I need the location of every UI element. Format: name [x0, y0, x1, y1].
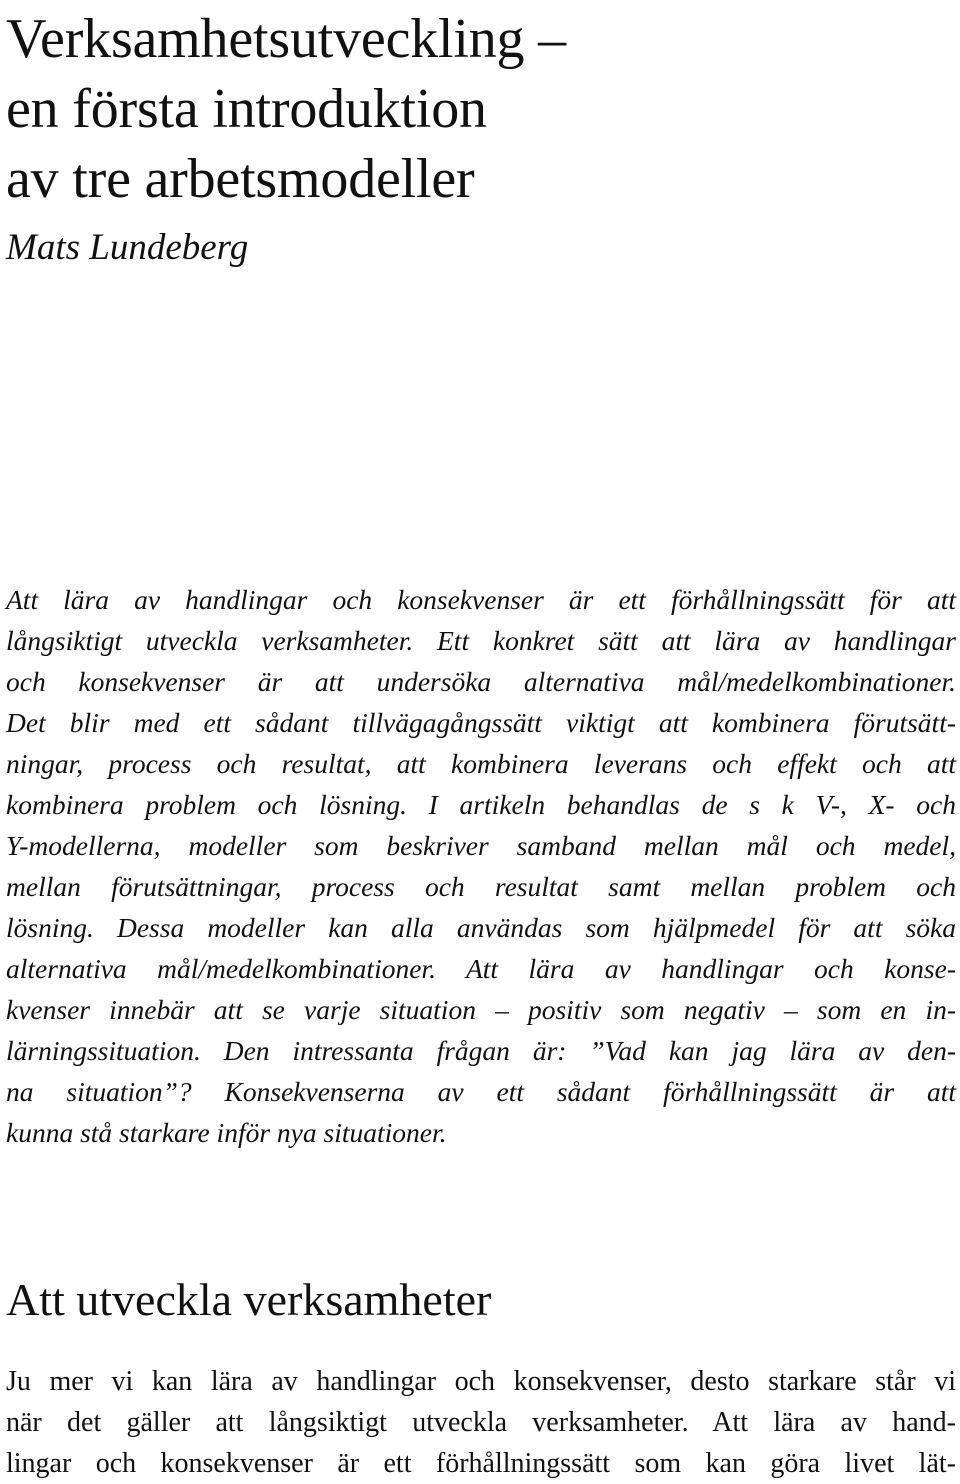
body-line: när det gäller att långsiktigt utveckla verksamheter. Att lära av hand- — [6, 1407, 956, 1438]
abstract-line: lärningssituation. Den intressanta frågan är: ”Vad kan jag lära av den- — [6, 1035, 956, 1066]
abstract-line: kvenser innebär att se varje situation – positiv som negativ – som en in- — [6, 994, 956, 1025]
abstract-line: Att lära av handlingar och konsekvenser är ett förhållningssätt för att — [6, 584, 956, 615]
abstract-line: Y-modellerna, modeller som beskriver samband mellan mål och medel, — [6, 830, 956, 861]
document-title — [6, 4, 956, 214]
abstract-line: na situation”? Konsekvenserna av ett sådant förhållningssätt är att — [6, 1076, 956, 1107]
abstract-line: ningar, process och resultat, att kombinera leverans och effekt och att — [6, 748, 956, 779]
abstract-line: kombinera problem och lösning. I artikeln behandlas de s k V-, X- och — [6, 789, 956, 820]
title-line: av tre arbetsmodeller — [6, 148, 475, 210]
abstract-line: kunna stå starkare inför nya situationer. — [6, 1117, 447, 1148]
abstract-line: lösning. Dessa modeller kan alla användas som hjälpmedel för att söka — [6, 912, 956, 943]
title-line: Verksamhetsutveckling – — [6, 8, 566, 70]
abstract-line: långsiktigt utveckla verksamheter. Ett konkret sätt att lära av handlingar — [6, 625, 956, 656]
abstract-line: och konsekvenser är att undersöka alternativa mål/medelkombinationer. — [6, 666, 956, 697]
abstract-line: mellan förutsättningar, process och resultat samt mellan problem och — [6, 871, 956, 902]
section-body — [6, 1361, 956, 1484]
author-name: Mats Lundeberg — [6, 227, 249, 268]
abstract-line: Det blir med ett sådant tillvägagångssätt viktigt att kombinera förutsätt- — [6, 707, 956, 738]
title-line: en första introduktion — [6, 78, 487, 140]
body-line: lingar och konsekvenser är ett förhållningssätt som kan göra livet lät- — [6, 1448, 956, 1479]
body-line: Ju mer vi kan lära av handlingar och konsekvenser, desto starkare står vi — [6, 1366, 956, 1397]
abstract — [6, 579, 956, 1153]
section-heading: Att utveckla verksamheter — [6, 1274, 492, 1325]
abstract-line: alternativa mål/medelkombinationer. Att lära av handlingar och konse- — [6, 953, 956, 984]
